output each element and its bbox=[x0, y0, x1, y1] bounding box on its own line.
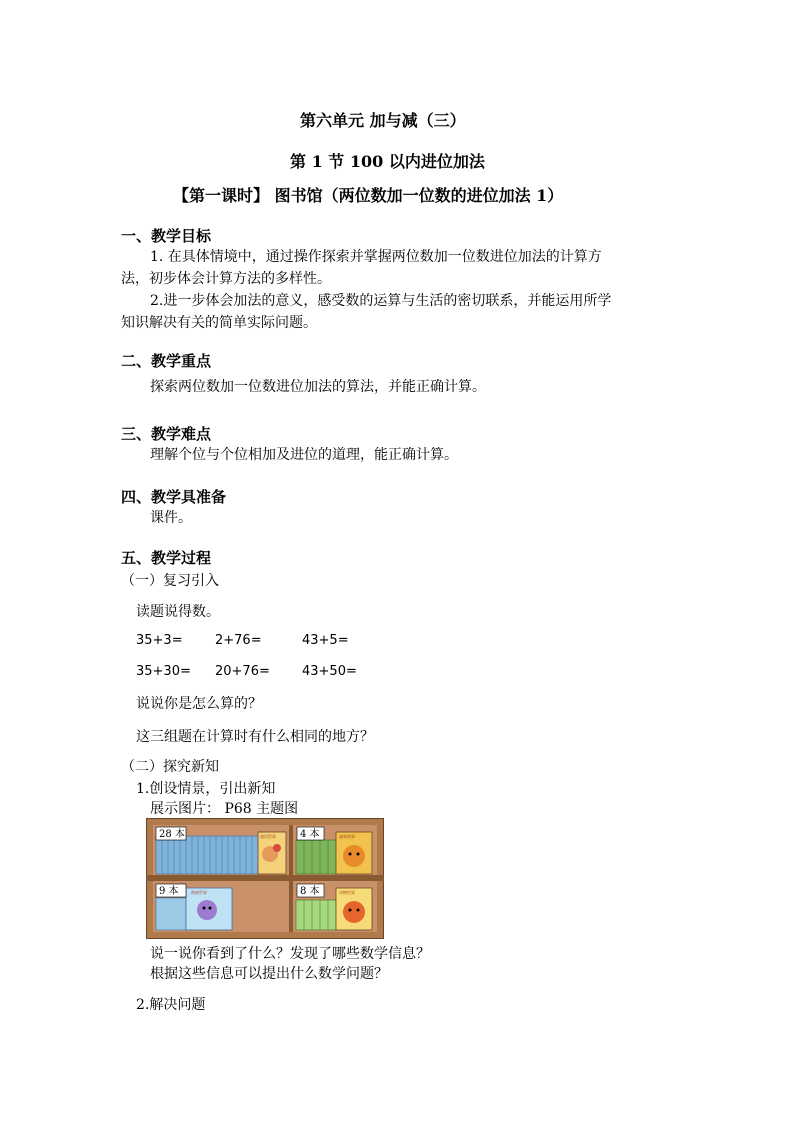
book-title: 童话世界 bbox=[260, 834, 276, 839]
book-title: 动物世界 bbox=[339, 890, 355, 895]
objective-line-4: 知识解决有关的简单实际问题。 bbox=[121, 315, 317, 331]
objective-line-3: 2.进一步体会加法的意义，感受数的运算与生活的密切联系，并能运用所学 bbox=[150, 293, 612, 309]
heading-difficulties: 三、教学难点 bbox=[121, 425, 212, 443]
difficulties-text: 理解个位与个位相加及进位的道理，能正确计算。 bbox=[150, 447, 458, 463]
bookshelf-illustration bbox=[146, 818, 384, 939]
shelf-label: 9 本 bbox=[159, 886, 179, 897]
ask-1: 说一说你看到了什么？发现了哪些数学信息？ bbox=[150, 946, 430, 962]
ask-2: 根据这些信息可以提出什么数学问题？ bbox=[150, 966, 388, 982]
exercise: 35+3= bbox=[136, 633, 183, 648]
unit-title: 第六单元 加与减（三） bbox=[300, 111, 466, 130]
heading-process: 五、教学过程 bbox=[121, 549, 212, 567]
book-title: 海底世界 bbox=[191, 890, 207, 895]
shelf-label: 4 本 bbox=[300, 829, 320, 840]
show-picture-text: 展示图片： P68 主题图 bbox=[150, 801, 299, 817]
heading-key-points: 二、教学重点 bbox=[121, 352, 212, 370]
book-title: 森林故事 bbox=[339, 834, 355, 839]
heading-objectives: 一、教学目标 bbox=[121, 227, 212, 245]
exercise: 2+76= bbox=[215, 633, 262, 648]
question-1: 说说你是怎么算的？ bbox=[136, 696, 262, 712]
exercise: 43+5= bbox=[302, 633, 349, 648]
objective-line-2: 法，初步体会计算方法的多样性。 bbox=[121, 271, 331, 287]
exercise: 35+30= bbox=[136, 664, 191, 679]
step-2: 2.解决问题 bbox=[136, 997, 206, 1013]
subheading-review: （一）复习引入 bbox=[121, 573, 219, 589]
review-prompt: 读题说得数。 bbox=[136, 604, 220, 620]
heading-materials: 四、教学具准备 bbox=[121, 488, 227, 506]
exercise: 20+76= bbox=[215, 664, 270, 679]
objective-line-1: 1. 在具体情境中，通过操作探索并掌握两位数加一位数进位加法的计算方 bbox=[150, 249, 602, 265]
step-1: 1.创设情景，引出新知 bbox=[136, 781, 276, 797]
lesson-title: 【第一课时】 图书馆（两位数加一位数的进位加法 1） bbox=[173, 186, 564, 205]
subheading-explore: （二）探究新知 bbox=[121, 759, 219, 775]
key-points-text: 探索两位数加一位数进位加法的算法，并能正确计算。 bbox=[150, 379, 486, 395]
exercise: 43+50= bbox=[302, 664, 357, 679]
section-title: 第 1 节 100 以内进位加法 bbox=[290, 152, 485, 171]
materials-text: 课件。 bbox=[150, 510, 192, 526]
question-2: 这三组题在计算时有什么相同的地方？ bbox=[136, 729, 374, 745]
shelf-label: 28 本 bbox=[159, 829, 185, 840]
shelf-label: 8 本 bbox=[300, 886, 320, 897]
